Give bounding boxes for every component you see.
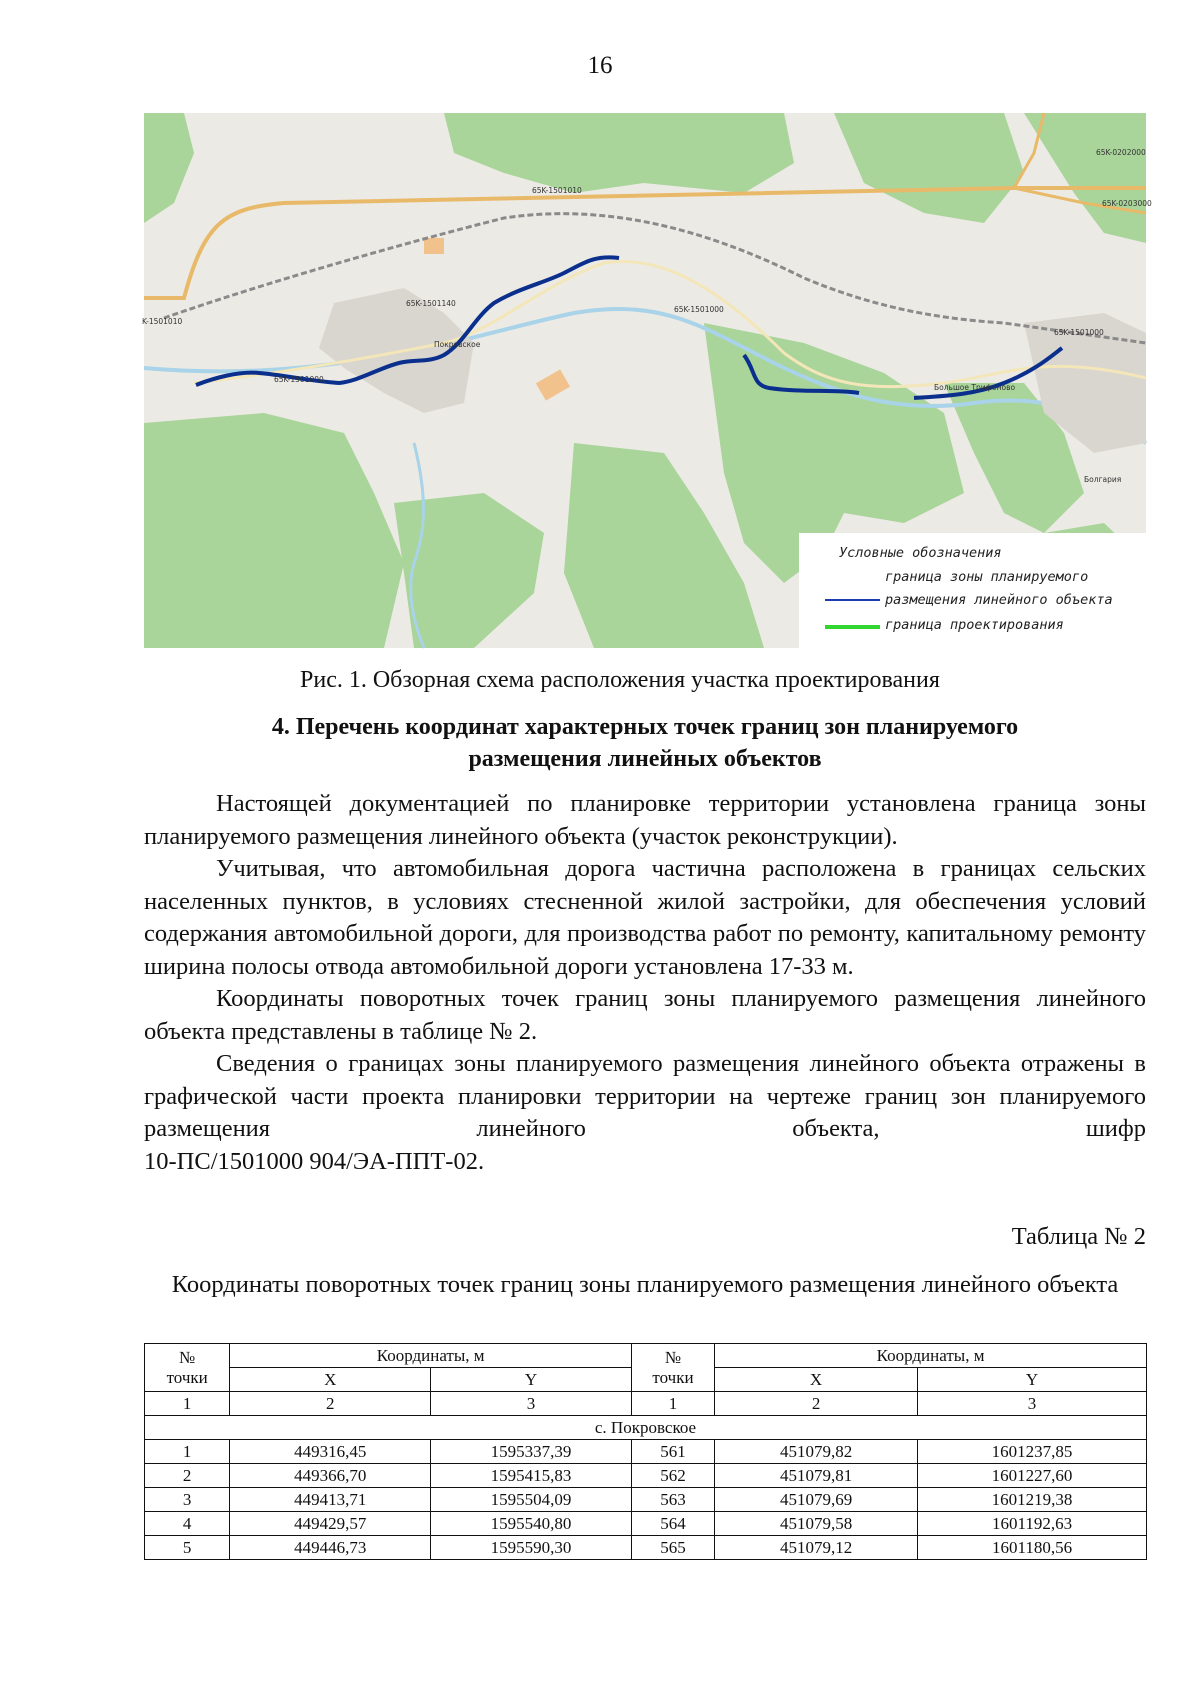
road-label: K-1501010 xyxy=(142,317,183,326)
table-cell: 451079,82 xyxy=(715,1440,918,1464)
place-label: Покровское xyxy=(434,340,481,349)
table-number-row xyxy=(145,1392,1147,1416)
railway xyxy=(164,214,1146,343)
table-row xyxy=(145,1536,1147,1560)
coordinates-table xyxy=(144,1343,1147,1560)
table-cell: 4 xyxy=(145,1512,230,1536)
table-cell: 449429,57 xyxy=(230,1512,431,1536)
table-cell: 451079,58 xyxy=(715,1512,918,1536)
table-cell: 563 xyxy=(631,1488,714,1512)
table-section: с. Покровское xyxy=(145,1416,1147,1440)
table-cell: 1595415,83 xyxy=(431,1464,632,1488)
road-label: 65K-1501010 xyxy=(532,186,582,195)
section-heading-line: 4. Перечень координат характерных точек границ зон планируемого xyxy=(271,714,1019,740)
table-cell: 449446,73 xyxy=(230,1536,431,1560)
table-cell: 449366,70 xyxy=(230,1464,431,1488)
page-number: 16 xyxy=(587,52,613,79)
table-cell: 1595540,80 xyxy=(431,1512,632,1536)
place-label: Болгария xyxy=(1084,475,1122,484)
table-row xyxy=(145,1464,1147,1488)
legend-title: Условные обозначения xyxy=(839,545,1002,561)
overview-map xyxy=(142,113,1152,648)
table-cell: 1601237,85 xyxy=(918,1440,1147,1464)
road-label: 65K-0202000 xyxy=(1096,148,1146,157)
paragraph-cipher: 10-ПС/1501000 904/ЭА-ППТ-02. xyxy=(144,1147,485,1175)
header-y: Y xyxy=(918,1368,1147,1392)
table-cell: 1595590,30 xyxy=(431,1536,632,1560)
header-point-no: № точки xyxy=(145,1344,230,1392)
industrial-area-2 xyxy=(536,369,570,400)
map-legend xyxy=(799,533,1146,648)
table-cell: 565 xyxy=(631,1536,714,1560)
table-cell: 449413,71 xyxy=(230,1488,431,1512)
paragraph: Учитывая, что автомобильная дорога частична расположена в границах сельских населенных пунктов, в условиях стесненной жилой застройки, для обеспечения условий содержания автомобильной дороги, для производства работ по ремонту, капитальному ремонту ширина полосы отвода автомобильной дороги установлена 17-33 м. xyxy=(144,855,1146,980)
table-cell: 5 xyxy=(145,1536,230,1560)
legend-blue-swatch xyxy=(825,599,880,601)
section-heading xyxy=(144,711,1146,775)
table-cell: 561 xyxy=(631,1440,714,1464)
legend-blue-label-1: граница зоны планируемого xyxy=(885,569,1089,585)
header-x: X xyxy=(230,1368,431,1392)
table-cell: 2 xyxy=(230,1392,431,1416)
paragraph: Координаты поворотных точек границ зоны планируемого размещения линейного объекта представлены в таблице № 2. xyxy=(144,985,1146,1045)
table-header-row xyxy=(145,1344,1147,1368)
table-cell: 1595337,39 xyxy=(431,1440,632,1464)
section-heading-line: размещения линейных объектов xyxy=(468,746,822,772)
table-cell: 1595504,09 xyxy=(431,1488,632,1512)
table-cell: 3 xyxy=(145,1488,230,1512)
body-text xyxy=(144,788,1146,1178)
road-label: 65K-1501000 xyxy=(1054,328,1104,337)
table-cell: 451079,12 xyxy=(715,1536,918,1560)
road-label: 65K-1501000 xyxy=(274,375,324,384)
table-cell: 451079,69 xyxy=(715,1488,918,1512)
table-cell: 1601227,60 xyxy=(918,1464,1147,1488)
table-cell: 451079,81 xyxy=(715,1464,918,1488)
table-row xyxy=(145,1440,1147,1464)
table-cell: 2 xyxy=(145,1464,230,1488)
table-row xyxy=(145,1488,1147,1512)
table-cell: 1 xyxy=(631,1392,714,1416)
table-cell: 1 xyxy=(145,1440,230,1464)
table-cell: 3 xyxy=(431,1392,632,1416)
road-label: 65K-0203000 xyxy=(1102,199,1152,208)
paragraph: Сведения о границах зоны планируемого размещения линейного объекта отражены в графической части проекта планировки территории на чертеже границ зон планируемого размещения линейного объекта, шифр xyxy=(144,1050,1146,1142)
paragraph: Настоящей документацией по планировке территории установлена граница зоны планируемого размещения линейного объекта (участок реконструкции). xyxy=(144,790,1146,850)
header-y: Y xyxy=(431,1368,632,1392)
table-cell: 2 xyxy=(715,1392,918,1416)
header-x: X xyxy=(715,1368,918,1392)
table-cell: 449316,45 xyxy=(230,1440,431,1464)
table-cell: 1601219,38 xyxy=(918,1488,1147,1512)
table-number: Таблица № 2 xyxy=(1011,1223,1146,1250)
place-label: Большое Трифоново xyxy=(934,383,1016,392)
table-title: Координаты поворотных точек границ зоны планируемого размещения линейного объекта xyxy=(171,1271,1119,1298)
table-cell: 3 xyxy=(918,1392,1147,1416)
header-coords: Координаты, м xyxy=(715,1344,1147,1368)
legend-green-label: граница проектирования xyxy=(885,617,1064,633)
table-cell: 562 xyxy=(631,1464,714,1488)
road-label: 65K-1501140 xyxy=(406,299,456,308)
road-label: 65K-1501000 xyxy=(674,305,724,314)
legend-green-swatch xyxy=(825,625,880,629)
table-row xyxy=(145,1512,1147,1536)
header-coords: Координаты, м xyxy=(230,1344,632,1368)
figure-caption: Рис. 1. Обзорная схема расположения участка проектирования xyxy=(300,667,940,693)
header-point-no: № точки xyxy=(631,1344,714,1392)
industrial-area xyxy=(424,238,444,254)
table-cell: 1601192,63 xyxy=(918,1512,1147,1536)
table-cell: 1 xyxy=(145,1392,230,1416)
table-cell: 1601180,56 xyxy=(918,1536,1147,1560)
table-cell: 564 xyxy=(631,1512,714,1536)
legend-blue-label-2: размещения линейного объекта xyxy=(885,592,1113,608)
table-section-row xyxy=(145,1416,1147,1440)
